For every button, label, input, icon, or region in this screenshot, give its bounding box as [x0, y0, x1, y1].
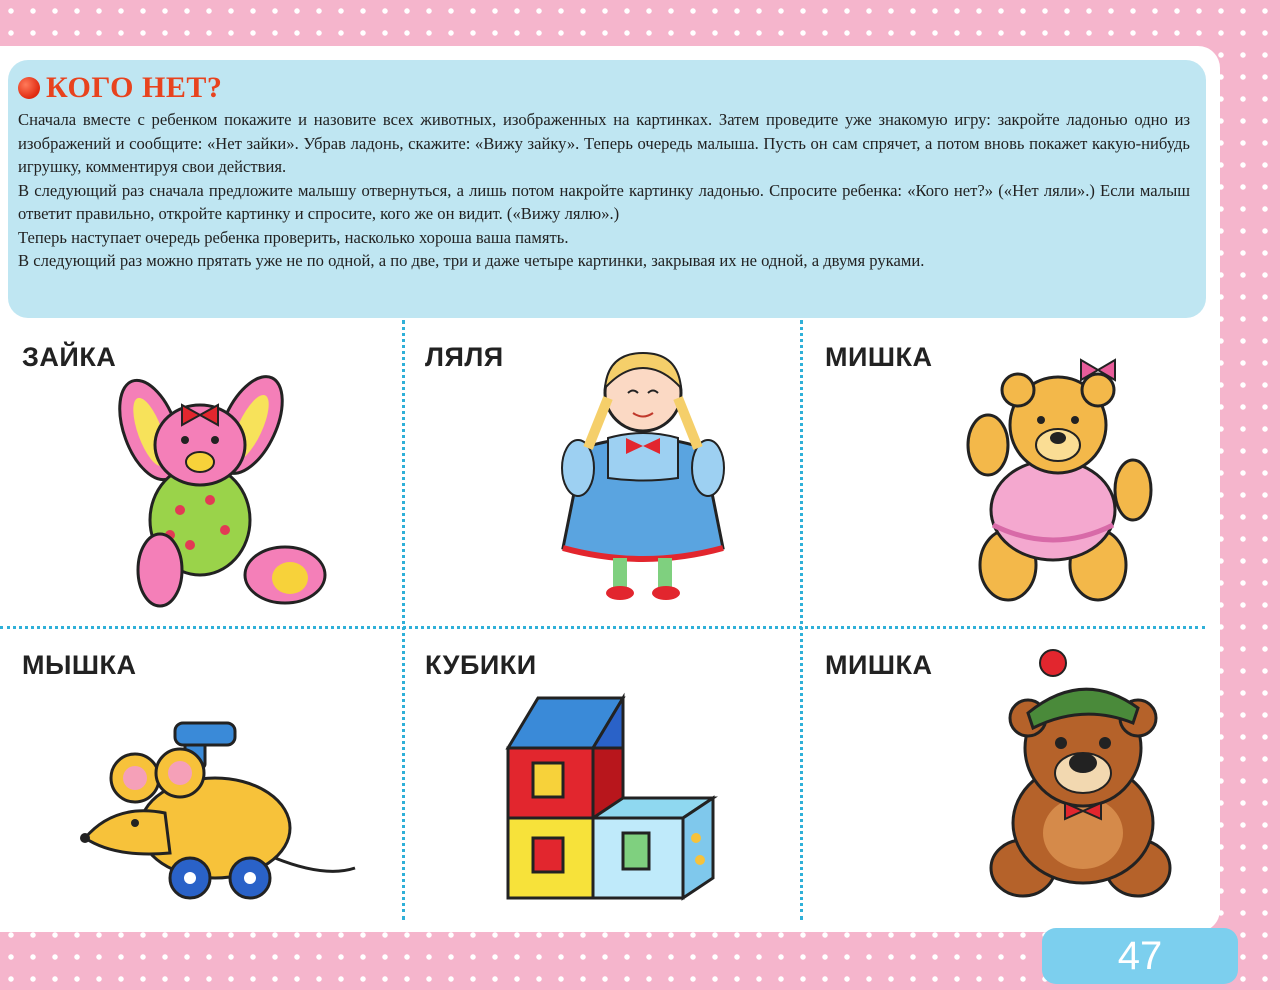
- card-mouse[interactable]: [0, 628, 400, 928]
- card-blocks[interactable]: [403, 628, 803, 928]
- instruction-paragraph: Сначала вместе с ребенком покажите и назовите всех животных, изображенных на картинках. Затем проведите уже знакомую игру: закройте ладонью одно из изображений и сообщите: «Нет зайки». Убрав ладонь, скажите: «Вижу зайку». Теперь очередь малыша. Пусть он сам спрячет, а потом вновь покажет какую-нибудь игрушку, комментируя свои действия.: [18, 110, 1190, 176]
- card-teddy-bear[interactable]: [803, 320, 1203, 620]
- red-dot-icon: [18, 77, 40, 99]
- page-number: 47: [1042, 928, 1238, 984]
- block-houses-icon: [498, 688, 723, 908]
- instruction-paragraph: В следующий раз сначала предложите малышу отвернуться, а лишь потом накройте картинку ладонью. Спросите ребенка: «Кого нет?» («Нет ляли».) Если малыш ответит правильно, откройте картинку и спросите, кого же он видит. («Вижу лялю».): [18, 180, 1190, 223]
- heading-text: КОГО НЕТ?: [46, 71, 223, 104]
- bunny-icon: [110, 370, 340, 610]
- picture-grid: [0, 320, 1210, 920]
- windup-mouse-icon: [75, 718, 365, 918]
- card-label: ЛЯЛЯ: [425, 342, 504, 372]
- teddy-bear-pink-dress-icon: [963, 350, 1173, 610]
- card-teddy-bear-cap[interactable]: [803, 628, 1203, 928]
- card-label: МИШКА: [825, 342, 933, 372]
- card-label: МИШКА: [825, 650, 933, 680]
- instruction-paragraph: Теперь наступает очередь ребенка проверить, насколько хороша ваша память.: [18, 227, 569, 247]
- teddy-bear-cap-icon: [983, 648, 1183, 908]
- instruction-paragraph: В следующий раз можно прятать уже не по одной, а по две, три и даже четыре картинки, закрывая их не одной, а двумя руками.: [18, 251, 925, 270]
- doll-icon: [548, 338, 738, 608]
- card-doll[interactable]: [403, 320, 803, 620]
- instructions-panel: [8, 60, 1206, 318]
- card-label: КУБИКИ: [425, 650, 537, 680]
- card-label: ЗАЙКА: [22, 342, 117, 372]
- card-bunny[interactable]: [0, 320, 400, 620]
- section-heading: [18, 68, 1190, 108]
- card-label: МЫШКА: [22, 650, 137, 680]
